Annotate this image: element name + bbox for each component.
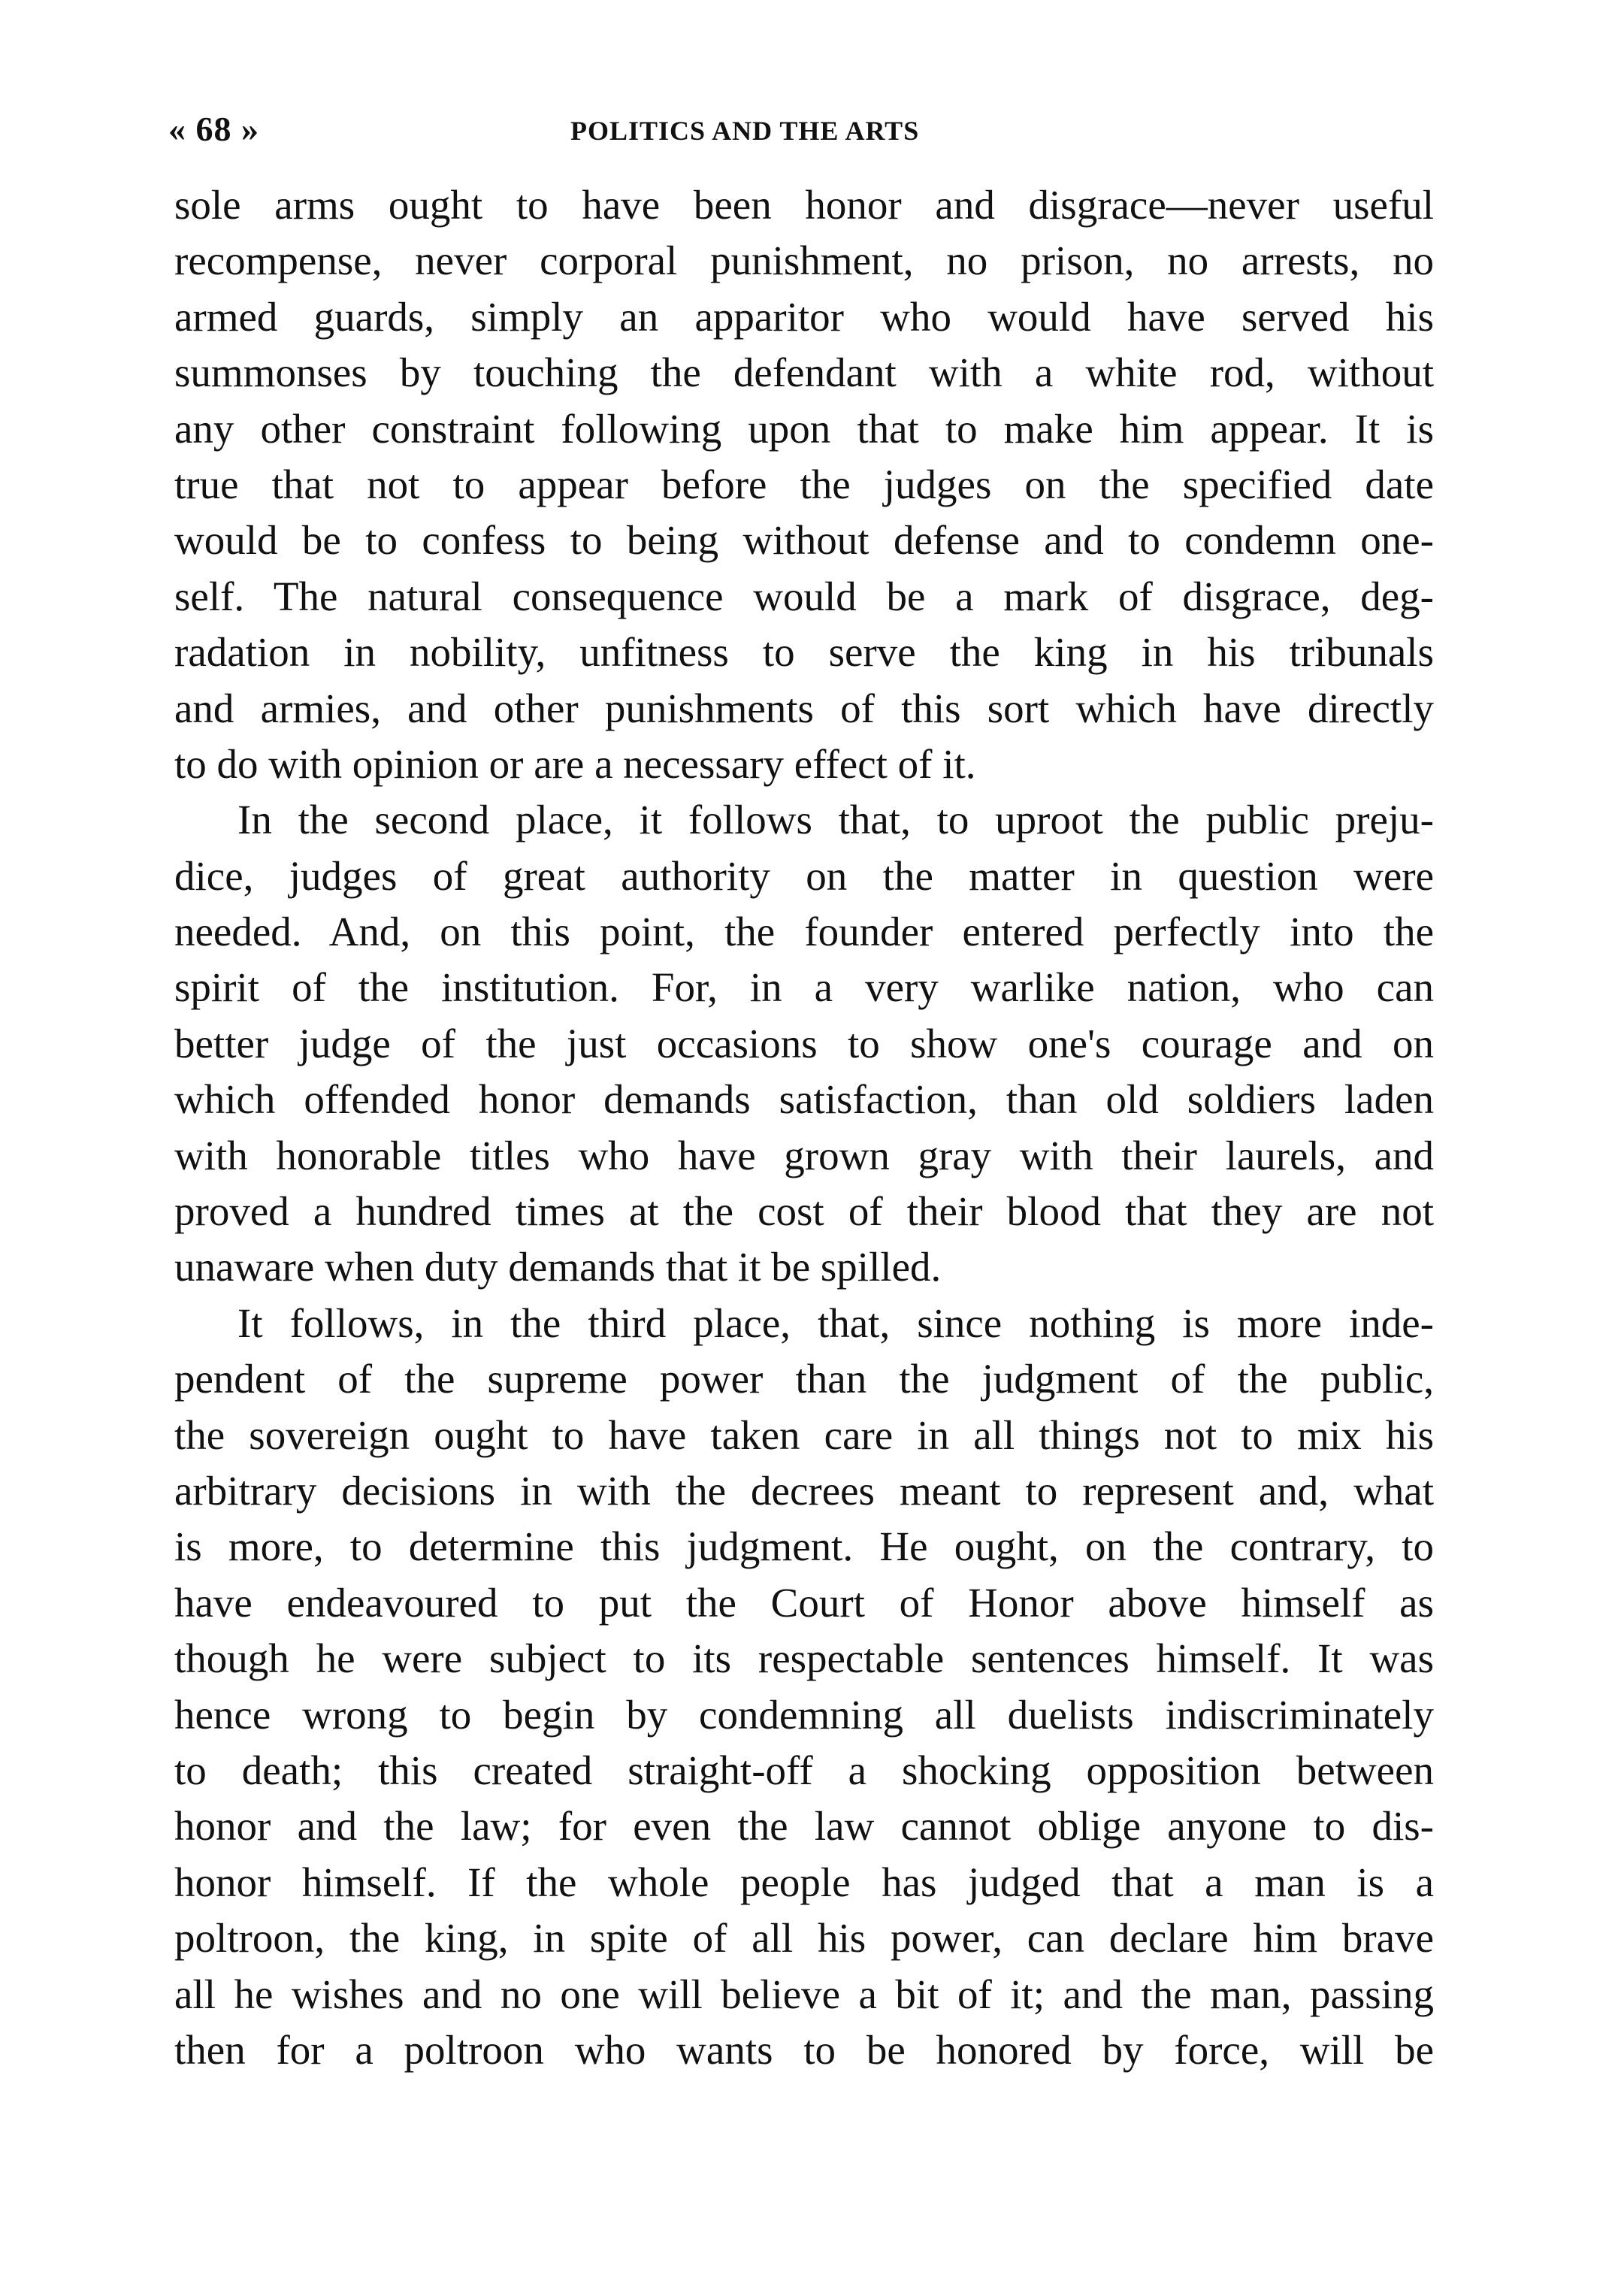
text-line: radation in nobility, unfitness to serve the king in his tribunals: [174, 629, 1434, 676]
text-line: which offended honor demands satisfaction, than old soldiers laden: [174, 1076, 1434, 1123]
text-line: true that not to appear before the judges on the specified date: [174, 461, 1434, 507]
text-line: then for a poltroon who wants to be honored by force, will be: [174, 2026, 1434, 2073]
text-line: recompense, never corporal punishment, no prison, no arrests, no: [174, 237, 1434, 284]
text-line: needed. And, on this point, the founder entered perfectly into the: [174, 909, 1434, 955]
text-line: is more, to determine this judgment. He ought, on the contrary, to: [174, 1523, 1434, 1570]
text-line: and armies, and other punishments of this sort which have directly: [174, 685, 1434, 731]
text-line: would be to confess to being without defense and to condemn one-: [174, 517, 1434, 564]
text-line: armed guards, simply an apparitor who would have served his: [174, 293, 1434, 340]
text-line: arbitrary decisions in with the decrees meant to represent and, what: [174, 1467, 1434, 1514]
text-line: to do with opinion or are a necessary effect of it.: [174, 740, 976, 787]
text-line: It follows, in the third place, that, since nothing is more inde-: [237, 1299, 1434, 1346]
text-line: unaware when duty demands that it be spilled.: [174, 1244, 942, 1290]
body-text: [174, 177, 1434, 2078]
text-line: summonses by touching the defendant with a white rod, without: [174, 349, 1434, 396]
text-line: have endeavoured to put the Court of Honor above himself as: [174, 1579, 1434, 1626]
text-line: honor and the law; for even the law cannot oblige anyone to dis-: [174, 1803, 1434, 1850]
text-line: though he were subject to its respectable sentences himself. It was: [174, 1635, 1434, 1682]
text-line: with honorable titles who have grown gray with their laurels, and: [174, 1132, 1434, 1178]
text-line: to death; this created straight-off a shocking opposition between: [174, 1747, 1434, 1793]
text-line: honor himself. If the whole people has judged that a man is a: [174, 1859, 1434, 1905]
text-line: spirit of the institution. For, in a very warlike nation, who can: [174, 964, 1434, 1011]
text-line: dice, judges of great authority on the matter in question were: [174, 852, 1434, 899]
text-line: In the second place, it follows that, to uproot the public preju-: [237, 797, 1434, 843]
text-line: the sovereign ought to have taken care in all things not to mix his: [174, 1411, 1434, 1458]
running-title: POLITICS AND THE ARTS: [570, 116, 920, 146]
text-line: all he wishes and no one will believe a bit of it; and the man, passing: [174, 1971, 1434, 2017]
text-line: poltroon, the king, in spite of all his power, can declare him brave: [174, 1915, 1434, 1962]
text-line: pendent of the supreme power than the judgment of the public,: [174, 1356, 1434, 1402]
text-line: any other constraint following upon that to make him appear. It is: [174, 405, 1434, 452]
page-number: « 68 »: [168, 110, 259, 148]
running-head: [168, 107, 1431, 152]
text-line: hence wrong to begin by condemning all duelists indiscriminately: [174, 1691, 1434, 1738]
text-line: better judge of the just occasions to show one's courage and on: [174, 1020, 1434, 1066]
text-line: sole arms ought to have been honor and disgrace—never useful: [174, 182, 1434, 228]
text-line: self. The natural consequence would be a mark of disgrace, deg-: [174, 573, 1434, 619]
text-line: proved a hundred times at the cost of their blood that they are not: [174, 1188, 1434, 1235]
